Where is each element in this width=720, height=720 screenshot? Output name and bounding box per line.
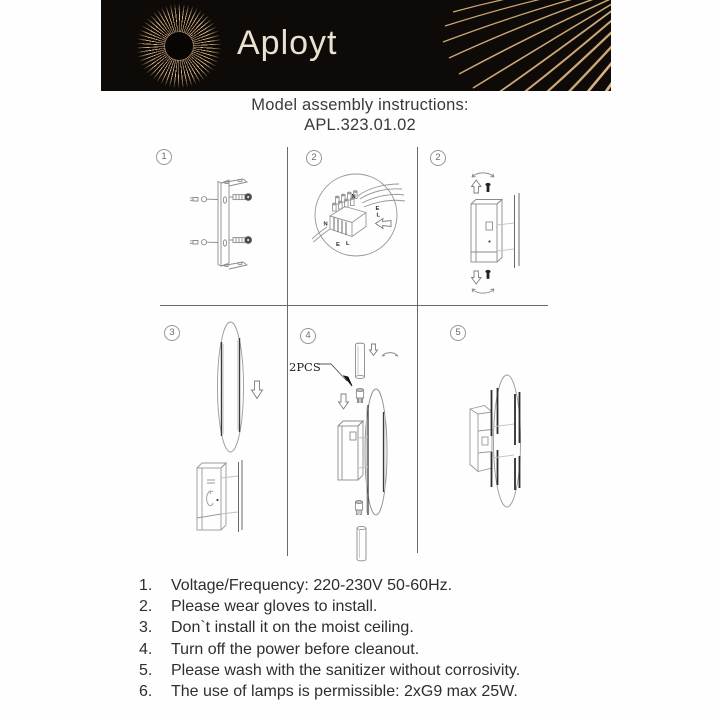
wire-label-n-left: N bbox=[323, 221, 328, 228]
wire-label-e-bottom: E bbox=[336, 242, 340, 248]
screw-icon bbox=[485, 270, 490, 279]
item-number: 4. bbox=[139, 640, 153, 658]
item-number: 6. bbox=[139, 683, 153, 701]
pointer-arrowhead-icon bbox=[344, 376, 352, 386]
item-number: 1. bbox=[139, 577, 153, 594]
screw-icon bbox=[485, 183, 490, 192]
screw-icon bbox=[190, 197, 218, 245]
brand-name: Aployt bbox=[237, 24, 338, 62]
item-number: 2. bbox=[139, 598, 153, 616]
wire-label-e-right: E bbox=[375, 206, 380, 212]
step-badge-2: 2 bbox=[306, 150, 322, 166]
step-badge-3: 3 bbox=[164, 325, 180, 341]
g9-bulb-icon bbox=[355, 501, 362, 515]
light-rods-icon bbox=[515, 193, 520, 268]
item-text: Please wash with the sanitizer without corrosivity. bbox=[171, 661, 521, 679]
instruction-item-4 bbox=[139, 639, 520, 660]
wires-icon bbox=[312, 184, 405, 242]
item-text: Voltage/Frequency: 220-230V 50-60Hz. bbox=[171, 577, 453, 594]
lamp-tubes-icon bbox=[368, 405, 384, 515]
hook-icon bbox=[207, 491, 213, 506]
item-text: The use of lamps is permissible: 2xG9 max 25W. bbox=[171, 683, 518, 701]
wire-label-l-right: L bbox=[376, 212, 381, 219]
leader-line bbox=[317, 364, 347, 381]
item-text: Turn off the power before cleanout. bbox=[171, 640, 420, 658]
lamp-tubes-icon bbox=[222, 338, 240, 436]
glass-tube-icon bbox=[357, 526, 366, 560]
down-arrow-icon bbox=[472, 271, 482, 284]
instruction-item-1 bbox=[139, 575, 520, 596]
item-number: 5. bbox=[139, 661, 153, 679]
step-badge-4: 4 bbox=[300, 328, 316, 344]
glass-tube-icon bbox=[356, 343, 365, 378]
title-line-1: Model assembly instructions: bbox=[251, 96, 469, 114]
instruction-list bbox=[139, 575, 520, 702]
step-badge-2b: 2 bbox=[430, 150, 446, 166]
down-arrow-icon bbox=[252, 381, 263, 399]
step-badge-5: 5 bbox=[450, 325, 466, 341]
instruction-item-5 bbox=[139, 660, 520, 681]
wire-label-n-top: N bbox=[351, 194, 356, 200]
direction-arrow-icon bbox=[376, 219, 392, 229]
item-text: Please wear gloves to install. bbox=[171, 598, 378, 616]
drawing-finished-lamp bbox=[470, 375, 521, 507]
model-number: APL.323.01.02 bbox=[304, 115, 416, 134]
step-badge-1: 1 bbox=[156, 149, 172, 165]
pcs-label: 2PCS bbox=[289, 360, 321, 374]
drawing-wiring-detail bbox=[312, 174, 405, 256]
drawing-body-screws bbox=[471, 173, 519, 293]
g9-bulb-icon bbox=[356, 389, 363, 404]
wire-label-l-bottom: L bbox=[346, 241, 350, 247]
drawing-lamp-install bbox=[289, 343, 398, 561]
down-arrow-icon bbox=[370, 344, 378, 356]
terminal-block-icon bbox=[330, 191, 366, 237]
down-arrow-icon bbox=[339, 394, 349, 409]
instruction-item-2 bbox=[139, 596, 520, 617]
light-rods-icon bbox=[239, 460, 243, 532]
drawing-bracket-fixing bbox=[190, 179, 252, 269]
instruction-item-3 bbox=[139, 617, 520, 638]
item-text: Don`t install it on the moist ceiling. bbox=[171, 619, 414, 637]
item-number: 3. bbox=[139, 619, 153, 637]
wall-anchor-icon bbox=[229, 194, 252, 244]
drawing-ring-install bbox=[197, 322, 263, 532]
instruction-item-6 bbox=[139, 681, 520, 702]
up-arrow-icon bbox=[472, 180, 482, 193]
